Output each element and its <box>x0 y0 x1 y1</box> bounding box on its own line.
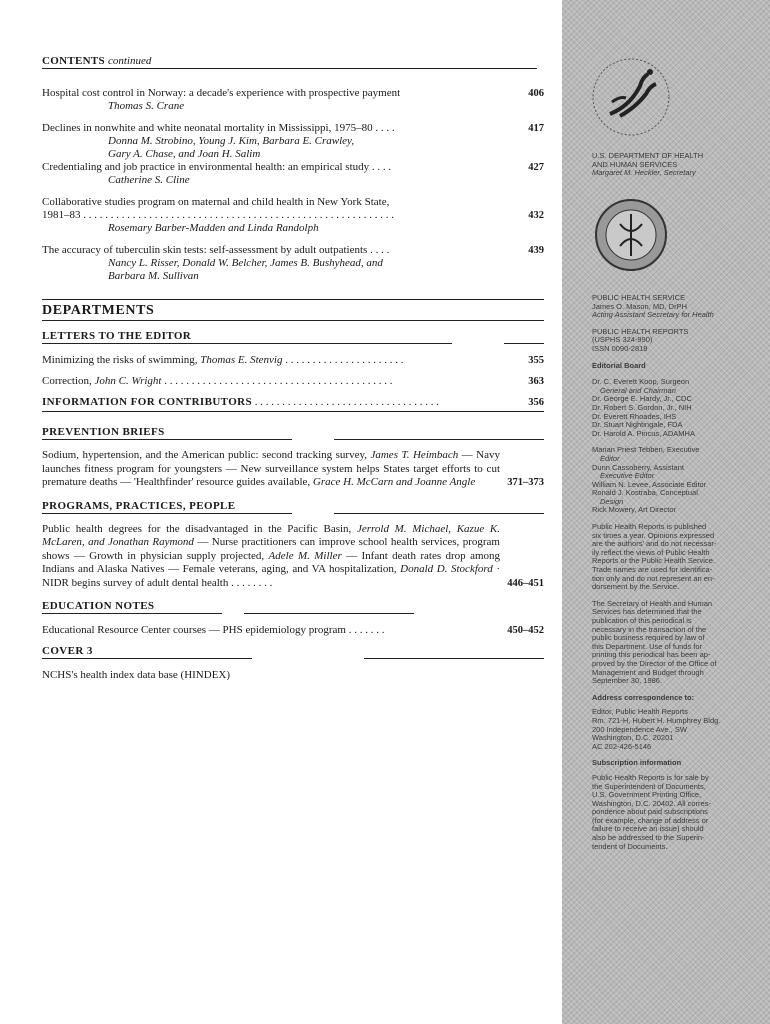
sb-subscription: the Superintendent of Documents, <box>592 781 706 791</box>
sb-notice: tion only and do not represent an en- <box>592 573 715 583</box>
sb-dept: Margaret M. Heckler, Secretary <box>592 168 696 178</box>
sb-board: Dr. C. Everett Koop, Surgeon <box>592 377 690 387</box>
education-page: 450–452 <box>507 625 544 636</box>
info-title: INFORMATION FOR CONTRIBUTORS <box>42 396 253 408</box>
letter-page: 355 <box>528 355 544 366</box>
sb-board: Dr. Robert S. Gordon, Jr., NIH <box>592 402 692 412</box>
cover-header: COVER 3 <box>42 645 252 659</box>
programs-text: · NIDR begins survey of adult dental health . . . . . . . . <box>42 563 500 589</box>
entry-page: 427 <box>528 162 544 173</box>
rule <box>334 513 544 514</box>
programs-author: Adele M. Miller <box>268 549 342 562</box>
entry-authors: Thomas S. Crane <box>108 100 185 112</box>
programs-author: Donald D. Stockford <box>400 563 493 575</box>
entry-authors: Barbara M. Sullivan <box>108 270 199 282</box>
sb-address: AC 202-426-5146 <box>592 741 652 751</box>
sb-staff: Marian Priest Tebben, Executive <box>592 445 700 455</box>
sb-address: 200 Independence Ave., SW <box>592 724 687 734</box>
contents-header <box>42 55 537 69</box>
sb-notice: public business required by law of <box>592 633 705 643</box>
info-entry[interactable] <box>42 396 544 412</box>
prevention-header: PREVENTION BRIEFS <box>42 426 292 440</box>
entry-authors: Rosemary Barber-Madden and Linda Randolph <box>108 222 319 234</box>
programs-text: — Nurse practitioners can improve school health services, program shows — Growth in physician supply projected, <box>42 536 500 562</box>
contents-title: CONTENTS <box>42 55 105 67</box>
sb-board: General and Chairman <box>600 385 676 395</box>
sb-subscription: U.S. Government Printing Office, <box>592 790 702 800</box>
programs-header: PROGRAMS, PRACTICES, PEOPLE <box>42 500 292 514</box>
contents-entry[interactable] <box>42 87 544 113</box>
sb-notice: The Secretary of Health and Human <box>592 598 713 608</box>
sb-notice: necessary in the transaction of the <box>592 624 707 634</box>
letter-page: 363 <box>528 376 544 387</box>
letter-author: Thomas E. Stenvig <box>200 354 283 366</box>
entry-page: 432 <box>528 210 544 221</box>
contents-entry[interactable] <box>42 244 544 283</box>
contents-entry[interactable] <box>42 122 544 161</box>
sb-notice: September 30, 1986. <box>592 676 663 686</box>
sb-subscription: also be addressed to the Superin- <box>592 833 705 843</box>
letter-dots: . . . . . . . . . . . . . . . . . . . . . . <box>285 354 404 366</box>
sb-notice: Services has determined that the <box>592 607 702 617</box>
sb-staff: Ronald J. Kostraba, Conceptual <box>592 488 698 498</box>
prevention-author: James T. Heimbach <box>370 449 459 461</box>
sb-subscription: Public Health Reports is for sale by <box>592 772 709 782</box>
programs-page: 446–451 <box>507 577 544 589</box>
sb-notice: this Department. Use of funds for <box>592 641 703 651</box>
sb-subscription: tendent of Documents. <box>592 841 668 851</box>
entry-page: 417 <box>528 123 544 134</box>
sb-notice: Trade names are used for identifica- <box>592 565 713 575</box>
programs-text: Public health degrees for the disadvantaged in the Pacific Basin, <box>42 522 352 535</box>
sb-subscription: failure to receive an issue) should <box>592 824 704 834</box>
sb-reports: ISSN 0090-2818 <box>592 343 648 353</box>
prevention-paragraph[interactable] <box>42 449 544 490</box>
education-text: Educational Resource Center courses — PHS epidemiology program . . . . . . . <box>42 624 385 636</box>
sb-staff: Rick Mowery, Art Director <box>592 505 677 515</box>
sb-subscription: Washington, D.C. 20402. All corres- <box>592 798 711 808</box>
sb-notice: printing this periodical has been ap- <box>592 650 711 660</box>
sb-phs: PUBLIC HEALTH SERVICE <box>592 293 686 302</box>
programs-text: — Infant death rates drop among Indians and Alaska Natives — Female veterans, aging, and VA hospitalization, <box>42 549 501 575</box>
sb-dept: AND HUMAN SERVICES <box>592 159 678 169</box>
sb-address: Rm. 721-H, Hubert H. Humphrey Bldg. <box>592 715 721 725</box>
entry-page: 439 <box>528 245 544 256</box>
entry-authors: Gary A. Chase, and Joan H. Salim <box>108 148 261 160</box>
letters-header: LETTERS TO THE EDITOR <box>42 330 452 344</box>
entry-title: The accuracy of tuberculin skin tests: self-assessment by adult outpatients . . . . <box>42 244 390 256</box>
sb-notice: Management and Budget through <box>592 667 704 677</box>
departments-header: DEPARTMENTS <box>42 299 544 321</box>
contents-entry[interactable] <box>42 196 544 235</box>
sb-notice: Reports or the Public Health Service. <box>592 556 715 566</box>
entry-page: 406 <box>528 88 544 99</box>
phs-seal-icon <box>594 198 668 272</box>
sb-staff: Executive Editor <box>600 471 655 481</box>
sb-subscription: pondence about paid subscriptions <box>592 807 708 817</box>
prevention-text: — Navy launches fitness program for youngsters — New surveillance system helps States target efforts to cut premature deaths — 'Healthfinder' resource guides available, <box>42 449 500 488</box>
prevention-text: Sodium, hypertension, and the American public: second tracking survey, <box>42 449 367 461</box>
sb-subscription-header: Subscription information <box>592 758 682 768</box>
letter-title: Minimizing the risks of swimming, <box>42 354 198 366</box>
entry-authors: Catherine S. Cline <box>108 174 190 186</box>
sb-notice: six times a year. Opinions expressed <box>592 530 715 540</box>
sb-board: Dr. Everett Rhoades, IHS <box>592 411 677 421</box>
sb-board: Dr. Stuart Nightingale, FDA <box>592 420 683 430</box>
prevention-page: 371–373 <box>507 477 544 488</box>
sb-address: Editor, Public Health Reports <box>592 707 688 717</box>
sb-staff: William N. Levee, Associate Editor <box>592 479 707 489</box>
rule <box>504 343 544 344</box>
prevention-author: Grace H. McCarn and Joanne Angle <box>312 476 476 488</box>
sb-staff: Design <box>600 496 624 506</box>
education-header: EDUCATION NOTES <box>42 600 222 614</box>
entry-title: Declines in nonwhite and white neonatal mortality in Mississippi, 1975–80 . . . . <box>42 122 395 134</box>
contents-continued: continued <box>107 55 152 67</box>
entry-authors: Donna M. Strobino, Young J. Kim, Barbara E. Crawley, <box>108 135 355 147</box>
sb-subscription: (for example, change of address or <box>592 815 709 825</box>
letter-entry[interactable] <box>42 354 544 367</box>
contents-entry[interactable] <box>42 161 544 187</box>
sb-notice: proved by the Director of the Office of <box>592 658 717 668</box>
info-page: 356 <box>528 397 544 408</box>
sb-staff: Dunn Cassoberry, Assistant <box>592 462 684 472</box>
sb-notice: are the authors' and do not necessar- <box>592 539 717 549</box>
entry-title-cont: 1981–83 . . . . . . . . . . . . . . . . . . . . . . . . . . . . . . . . . . . . . . . . . . . . . . . . . . . . . . . . . <box>42 209 394 221</box>
entry-title: Hospital cost control in Norway: a decade's experience with prospective payment <box>42 87 401 99</box>
cover-entry[interactable] <box>42 669 544 682</box>
info-dots: . . . . . . . . . . . . . . . . . . . . . . . . . . . . . . . . . . <box>254 396 440 408</box>
letter-dots: . . . . . . . . . . . . . . . . . . . . . . . . . . . . . . . . . . . . . . . . . . <box>164 375 393 387</box>
sb-reports: PUBLIC HEALTH REPORTS <box>592 326 689 336</box>
programs-paragraph[interactable] <box>42 523 544 591</box>
rule <box>244 613 414 614</box>
sb-dept: U.S. DEPARTMENT OF HEALTH <box>592 151 704 160</box>
cover-text: NCHS's health index data base (HINDEX) <box>42 669 231 681</box>
sb-address: Washington, D.C. 20201 <box>592 733 674 743</box>
sb-notice: Public Health Reports is published <box>592 522 707 532</box>
sb-reports: (USPHS 324-990) <box>592 335 653 345</box>
sb-phs: Acting Assistant Secretary for Health <box>592 310 714 320</box>
letter-title: Correction, <box>42 375 92 387</box>
hhs-seal-icon <box>590 56 672 138</box>
rule <box>364 658 544 659</box>
programs-author: Jerrold M. Michael, Kazue K. McLaren, and Jonathan Raymond <box>42 522 500 548</box>
entry-title: Collaborative studies program on maternal and child health in New York State, <box>42 196 390 208</box>
entry-title: Credentialing and job practice in environmental health: an empirical study . . . . <box>42 161 392 173</box>
main-content <box>42 55 544 682</box>
sb-notice: publication of this periodical is <box>592 616 692 625</box>
entry-authors: Nancy L. Risser, Donald W. Belcher, James B. Bushyhead, and <box>108 257 383 269</box>
sidebar <box>562 0 770 1024</box>
education-entry[interactable] <box>42 624 544 637</box>
sb-notice: dorsement by the Service. <box>592 582 680 592</box>
sb-board: Dr. George E. Hardy, Jr., CDC <box>592 394 692 404</box>
letter-entry[interactable] <box>42 375 544 388</box>
sb-staff: Editor <box>600 453 620 463</box>
sb-notice: ily reflect the views of Public Health <box>592 547 710 557</box>
sb-address-header: Address correspondence to: <box>592 692 695 702</box>
sb-board-header: Editorial Board <box>592 360 646 370</box>
sb-phs: James O. Mason, MD, DrPH <box>592 301 688 311</box>
sb-board: Dr. Harold A. Pincus, ADAMHA <box>592 428 695 438</box>
rule <box>334 439 544 440</box>
letter-author: John C. Wright <box>94 375 162 387</box>
